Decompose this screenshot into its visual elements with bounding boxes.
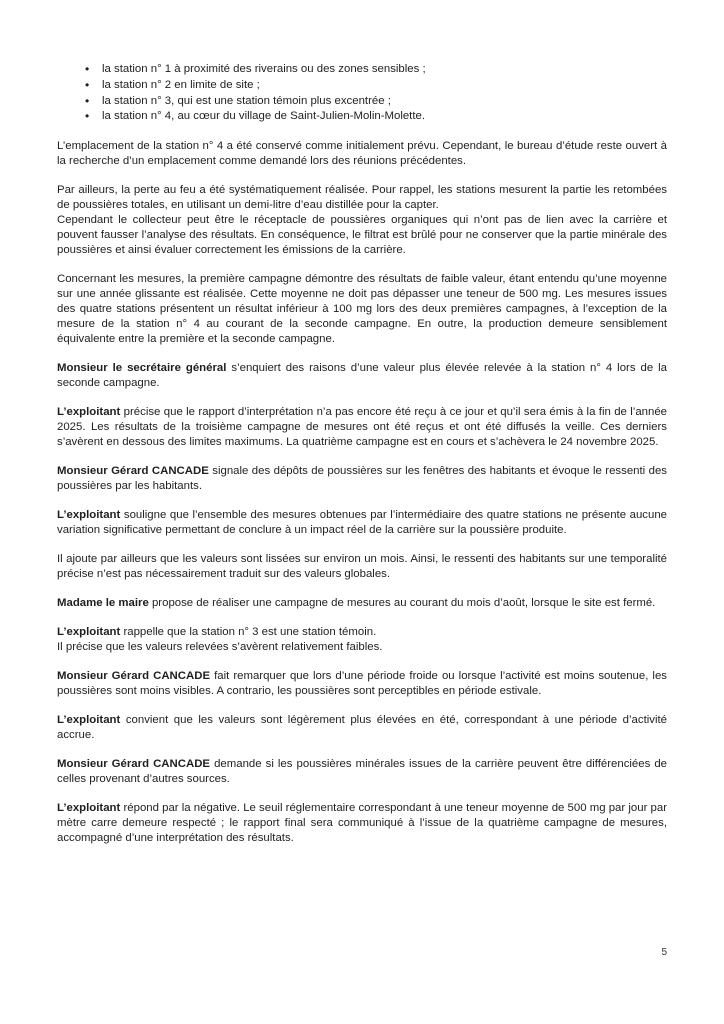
paragraph bbox=[57, 508, 667, 538]
page-number: 5 bbox=[661, 947, 667, 958]
paragraph-text: répond par la négative. Le seuil réglementaire correspondant à une teneur moyenne de 500 mg par jour par mètre carre demeure respecté ; le rapport final sera communiqué à l’issue de la quatrième campagne de mesures, accompagné d’une interprétation des résultats. bbox=[57, 802, 667, 845]
list-item: • la station n° 3, qui est une station témoin plus excentrée ; bbox=[85, 94, 667, 110]
speaker-name: Monsieur Gérard CANCADE bbox=[57, 670, 211, 683]
paragraph-text: propose de réaliser une campagne de mesures au courant du mois d’août, lorsque le site est fermé. bbox=[148, 597, 656, 610]
paragraph bbox=[57, 552, 667, 582]
speaker-name: L’exploitant bbox=[57, 509, 121, 522]
paragraph bbox=[57, 801, 667, 846]
paragraph bbox=[57, 640, 667, 655]
speaker-name: L’exploitant bbox=[57, 406, 121, 419]
paragraph bbox=[57, 713, 667, 743]
paragraph-text: signale des dépôts de poussières sur les fenêtres des habitants et évoque le ressenti des poussières par les habitants. bbox=[57, 465, 667, 493]
paragraph bbox=[57, 757, 667, 787]
list-item: • la station n° 4, au cœur du village de Saint-Julien-Molin-Molette. bbox=[85, 109, 667, 125]
paragraph bbox=[57, 405, 667, 450]
paragraph bbox=[57, 213, 667, 258]
speaker-name: Monsieur Gérard CANCADE bbox=[57, 465, 209, 478]
paragraph-text: Il précise que les valeurs relevées s’avèrent relativement faibles. bbox=[57, 641, 383, 654]
paragraph bbox=[57, 625, 667, 640]
paragraph-text: précise que le rapport d’interprétation n’a pas encore été reçu à ce jour et qu’il sera émis à la fin de l’année 2025. Les résultats de la troisième campagne de mesures ont été reçus et ont été diffusés la veille. Ces derniers s’avèrent en dessous des limites maximums. La quatrième campagne est en cours et s’achèvera le 24 novembre 2025. bbox=[57, 406, 667, 449]
paragraph-text: L’emplacement de la station n° 4 a été conservé comme initialement prévu. Cependant, le bureau d’étude reste ouvert à la recherche d’un emplacement comme demandé lors des réunions précédentes. bbox=[57, 140, 667, 168]
speaker-name: Monsieur Gérard CANCADE bbox=[57, 758, 211, 771]
speaker-name: Monsieur le secrétaire général bbox=[57, 362, 227, 375]
paragraph-text: demande si les poussières minérales issues de la carrière peuvent être différenciées de celles provenant d’autres sources. bbox=[57, 758, 668, 786]
paragraph-text: rappelle que la station n° 3 est une station témoin. bbox=[120, 626, 377, 639]
paragraph bbox=[57, 361, 667, 391]
paragraph bbox=[57, 464, 667, 494]
paragraph-text: convient que les valeurs sont légèrement plus élevées en été, correspondant à une période d’activité accrue. bbox=[57, 714, 667, 742]
list-item: • la station n° 2 en limite de site ; bbox=[85, 78, 667, 94]
speaker-name: Madame le maire bbox=[57, 597, 149, 610]
speaker-name: L’exploitant bbox=[57, 714, 121, 727]
paragraph-text: Par ailleurs, la perte au feu a été systématiquement réalisée. Pour rappel, les stations mesurent la partie les retombées de poussières totales, en utilisant un demi-litre d’eau distillée pour la capter. bbox=[57, 184, 667, 212]
paragraph bbox=[57, 596, 667, 611]
speaker-name: L’exploitant bbox=[57, 626, 121, 639]
station-bullet-list bbox=[57, 62, 667, 125]
speaker-name: L’exploitant bbox=[57, 802, 121, 815]
paragraph-text: s’enquiert des raisons d’une valeur plus élevée relevée à la station n° 4 lors de la seconde campagne. bbox=[57, 362, 667, 390]
paragraph-text: fait remarquer que lors d’une période froide ou lorsque l’activité est moins soutenue, les poussières sont moins visibles. A contrario, les poussières sont perceptibles en période estivale. bbox=[57, 670, 667, 698]
paragraph bbox=[57, 669, 667, 699]
paragraph-text: Concernant les mesures, la première campagne démontre des résultats de faible valeur, étant entendu qu’une moyenne sur une année glissante est réalisée. Cette moyenne ne doit pas dépasser une teneur de 500 mg. Les mesures issues des quatre stations présentent un résultat inférieur à 100 mg lors des deux premières campagnes, à l’exception de la mesure de la station n° 4 au courant de la seconde campagne. En outre, la production demeure sensiblement équivalente entre la première et la seconde campagne. bbox=[57, 273, 667, 346]
paragraph bbox=[57, 139, 667, 169]
paragraph-text: Cependant le collecteur peut être le réceptacle de poussières organiques qui n’ont pas de lien avec la carrière et pouvent fausser l’analyse des résultats. En conséquence, le filtrat est brûlé pour ne conserver que la partie minérale des poussières et ainsi évaluer correctement les émissions de la carrière. bbox=[57, 214, 667, 257]
paragraph-text: souligne que l’ensemble des mesures obtenues par l’intermédiaire des quatre stations ne présente aucune variation significative permettant de conclure à un impact réel de la carrière sur la poussière produite. bbox=[57, 509, 667, 537]
paragraph bbox=[57, 183, 667, 213]
list-item: • la station n° 1 à proximité des riverains ou des zones sensibles ; bbox=[85, 62, 667, 78]
paragraph-text: Il ajoute par ailleurs que les valeurs sont lissées sur environ un mois. Ainsi, le ressenti des habitants sur une temporalité précise n’est pas nécessairement traduit sur des valeurs globales. bbox=[57, 553, 667, 581]
paragraph bbox=[57, 272, 667, 347]
